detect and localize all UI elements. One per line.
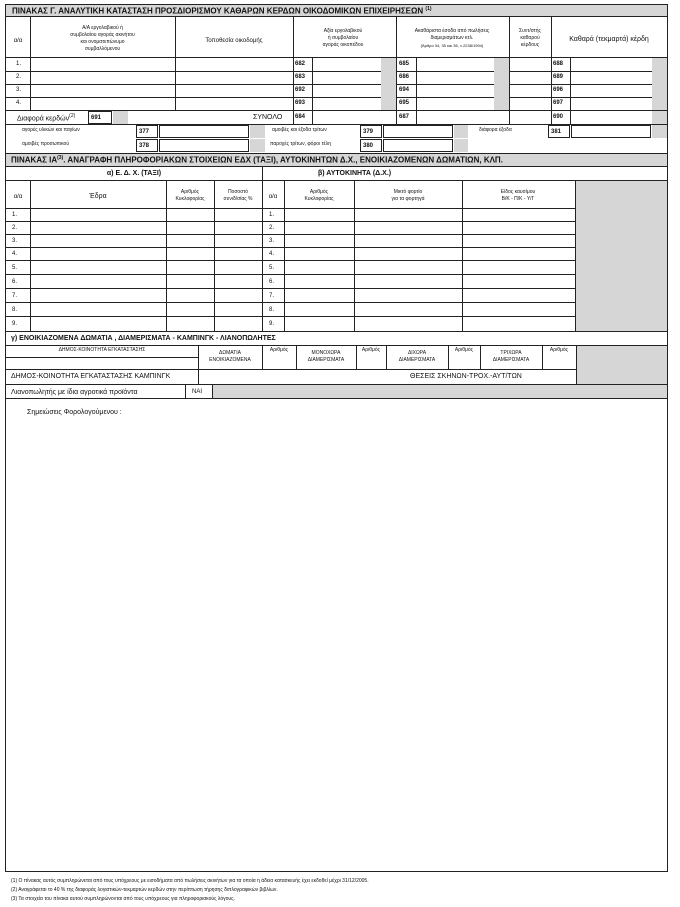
g-col-net: Καθαρά (τεκμαρτά) κέρδη bbox=[569, 36, 649, 43]
g-code-695: 695 bbox=[399, 100, 410, 106]
table-ia-title: ΠΙΝΑΚΑΣ ΙΑ$^{(3)}$. ΑΝΑΓΡΑΦΗ ΠΛΗΡΟΦΟΡΙΑΚΩΝ ΣΤΟΙΧΕΙΩΝ ΕΔΧ (ΤΑΞΙ), ΑΥΤΟΚΙΝΗΤΩΝ Δ.Χ., ΕΝΟΙΚΙΑΖΟΜΕΝΩΝ ΔΩΜΑΤΙΩΝ, ΚΛΠ. bbox=[11, 155, 503, 165]
rooms-two-label: ΔΙΧΩΡΑ ΔΙΑΜΕΡΙΣΜΑΤΑ bbox=[398, 350, 436, 363]
g-total-label: ΣΥΝΟΛΟ bbox=[253, 114, 283, 121]
ia-a-row-2: 2. bbox=[12, 225, 18, 231]
ia-a-row-1: 1. bbox=[12, 212, 18, 218]
ia-section-a: α) Ε. Δ. Χ. (ΤΑΞΙ) bbox=[106, 170, 162, 177]
g-code-693: 693 bbox=[295, 100, 306, 106]
g-code-689: 689 bbox=[553, 74, 564, 80]
ia-b-col-aa: α/α bbox=[268, 194, 278, 200]
g-col-contract: Α/Α εργολαβικού ή συμβολαίου αγοράς ακινήτου και ονοματεπώνυμο συμβαλλόμενου bbox=[70, 25, 135, 52]
ia-a-col-plate: Αριθμός Κυκλοφορίας bbox=[175, 189, 205, 202]
g-code-696: 696 bbox=[553, 87, 564, 93]
g-other-exp-label: διάφορα έξοδα bbox=[479, 127, 512, 133]
g-code-682: 682 bbox=[295, 61, 306, 67]
table-g-title: ΠΙΝΑΚΑΣ Γ. ΑΝΑΛΥΤΙΚΗ ΚΑΤΑΣΤΑΣΗ ΠΡΟΣΔΙΟΡΙΣΜΟΥ ΚΑΘΑΡΩΝ ΚΕΡΔΩΝ ΟΙΚΟΔΟΜΙΚΩΝ ΕΠΙΧΕΙΡΗΣΕΩΝ $^{(1)}$ bbox=[12, 6, 432, 16]
g-code-692: 692 bbox=[295, 87, 306, 93]
g-code-687: 687 bbox=[399, 114, 410, 120]
g-col-coef: Συντ/στής καθαρού κέρδους bbox=[519, 28, 541, 48]
g-staff-label: αμοιβές προσωπικού bbox=[22, 141, 70, 147]
ia-b-row-3: 3. bbox=[269, 238, 275, 244]
g-code-688: 688 bbox=[553, 61, 564, 67]
ia-b-row-6: 6. bbox=[269, 279, 275, 285]
ia-a-row-8: 8. bbox=[12, 307, 18, 313]
g-col-value: Αξία εργολαβικού ή συμβολαίου αγοράς οικοπέδου bbox=[322, 28, 364, 48]
rooms-number-3: Αριθμός bbox=[454, 347, 474, 353]
g-code-690: 690 bbox=[553, 114, 564, 120]
g-row-4: 4. bbox=[16, 100, 22, 106]
g-fees-label: αμοιβές και έξοδα τρίτων bbox=[272, 127, 327, 133]
ia-section-b: β) ΑΥΤΟΚΙΝΗΤΑ (Δ.Χ.) bbox=[318, 170, 392, 177]
ia-b-row-5: 5. bbox=[269, 265, 275, 271]
g-code-697: 697 bbox=[553, 100, 564, 106]
ia-a-row-4: 4. bbox=[12, 251, 18, 257]
ia-b-row-1: 1. bbox=[269, 212, 275, 218]
ia-a-col-pct: Ποσοστό συνιδ/σίας % bbox=[223, 189, 253, 202]
rooms-rooms-label: ΔΩΜΑΤΙΑ ΕΝΟΙΚΙΑΖΟΜΕΝΑ bbox=[209, 350, 251, 363]
rooms-municipality: ΔΗΜΟΣ-ΚΟΙΝΟΤΗΤΑ ΕΓΚΑΤΑΣΤΑΣΗΣ bbox=[58, 347, 146, 353]
rooms-number-1: Αριθμός bbox=[269, 347, 289, 353]
footnote-3: (3) Τα στοιχεία του πίνακα αυτού συμπληρώνονται από τους υπόχρεους για πληροφοριακούς λόγους. bbox=[11, 896, 235, 902]
g-purchases-label: αγορές υλικών και παγίων bbox=[22, 127, 80, 133]
g-col-aa: α/α bbox=[13, 38, 23, 44]
footnote-1: (1) Ο πίνακας αυτός συμπληρώνεται από τους υπόχρεους με εισοδήματα από πωλήσεις ακινήτων για τα οποία η άδεια κατασκευής έχει εκδοθεί μέχρι 31/12/2005. bbox=[11, 878, 369, 884]
rooms-number-4: Αριθμός bbox=[549, 347, 569, 353]
rooms-number-2: Αριθμός bbox=[361, 347, 381, 353]
ia-a-col-aa: α/α bbox=[13, 194, 23, 200]
ia-a-row-6: 6. bbox=[12, 279, 18, 285]
g-col-location: Τοποθεσία οικοδομής bbox=[205, 38, 263, 44]
g-row-2: 2. bbox=[16, 74, 22, 80]
ia-b-row-2: 2. bbox=[269, 225, 275, 231]
rooms-one-label: ΜΟΝΟΧΩΡΑ ΔΙΑΜΕΡΙΣΜΑΤΑ bbox=[307, 350, 345, 363]
g-code-691: 691 bbox=[91, 115, 102, 121]
g-code-684: 684 bbox=[295, 114, 306, 120]
ia-b-col-load: Μικτό φορτίο για τα φορτηγά bbox=[391, 189, 425, 202]
ia-a-row-3: 3. bbox=[12, 238, 18, 244]
ia-b-row-9: 9. bbox=[269, 321, 275, 327]
ia-b-row-8: 8. bbox=[269, 307, 275, 313]
footnote-2: (2) Αναγράφεται το 40 % της διαφοράς λογιστικών-τεκμαρτών κερδών στην περίπτωση τήρησης διπλογραφικών βιβλίων. bbox=[11, 887, 278, 893]
ia-a-row-5: 5. bbox=[12, 265, 18, 271]
rooms-three-label: ΤΡΙΧΩΡΑ ΔΙΑΜΕΡΙΣΜΑΤΑ bbox=[492, 350, 530, 363]
g-third-label: παροχές τρίτων, φόροι τέλη bbox=[270, 141, 332, 147]
camping-places: ΘΕΣΕΙΣ ΣΚΗΝΩΝ-ΤΡΟΧ.-ΑΥΤ/ΤΩΝ bbox=[410, 373, 522, 380]
g-code-683: 683 bbox=[295, 74, 306, 80]
ia-b-col-plate: Αριθμός Κυκλοφορίας bbox=[304, 189, 334, 202]
ia-a-row-7: 7. bbox=[12, 293, 18, 299]
ia-b-col-fuel: Είδος καυσίμου Β/Κ - Π/Κ - Υ/Γ bbox=[500, 189, 536, 202]
taxpayer-notes-label: Σημειώσεις Φορολογούμενου : bbox=[27, 409, 122, 416]
retail-label: Λιανοπωλητής με ίδια αγροτικά προϊόντα bbox=[11, 389, 138, 396]
g-code-685: 685 bbox=[399, 61, 410, 67]
g-code-694: 694 bbox=[399, 87, 410, 93]
g-code-379: 379 bbox=[363, 129, 374, 135]
retail-yes: ΝΑΙ bbox=[192, 389, 203, 395]
ia-a-row-9: 9. bbox=[12, 321, 18, 327]
g-diff-label: Διαφορά κερδών$^{(2)}$ bbox=[17, 113, 76, 123]
camping-municipality: ΔΗΜΟΣ-ΚΟΙΝΟΤΗΤΑ ΕΓΚΑΤΑΣΤΑΣΗΣ ΚΑΜΠΙΝΓΚ bbox=[11, 373, 171, 380]
g-row-1: 1. bbox=[16, 61, 22, 67]
ia-b-row-7: 7. bbox=[269, 293, 275, 299]
g-code-378: 378 bbox=[139, 143, 150, 149]
g-code-377: 377 bbox=[139, 129, 150, 135]
ia-b-row-4: 4. bbox=[269, 251, 275, 257]
taxpayer-notes-area[interactable] bbox=[6, 399, 667, 870]
g-code-380: 380 bbox=[363, 143, 374, 149]
g-row-3: 3. bbox=[16, 87, 22, 93]
ia-a-col-seat: Έδρα bbox=[89, 193, 107, 200]
g-code-686: 686 bbox=[399, 74, 410, 80]
g-col-gross: Ακαθάριστα έσοδα από πωλήσεις διαμερισμάτων κτλ. (Άρθρο 34, 35 και 36, ν.2238/1994) bbox=[414, 28, 490, 48]
g-code-381: 381 bbox=[551, 129, 562, 135]
rooms-title: γ) ΕΝΟΙΚΙΑΖΟΜΕΝΑ ΔΩΜΑΤΙΑ , ΔΙΑΜΕΡΙΣΜΑΤΑ - ΚΑΜΠΙΝΓΚ - ΛΙΑΝΟΠΩΛΗΤΕΣ bbox=[11, 335, 276, 342]
